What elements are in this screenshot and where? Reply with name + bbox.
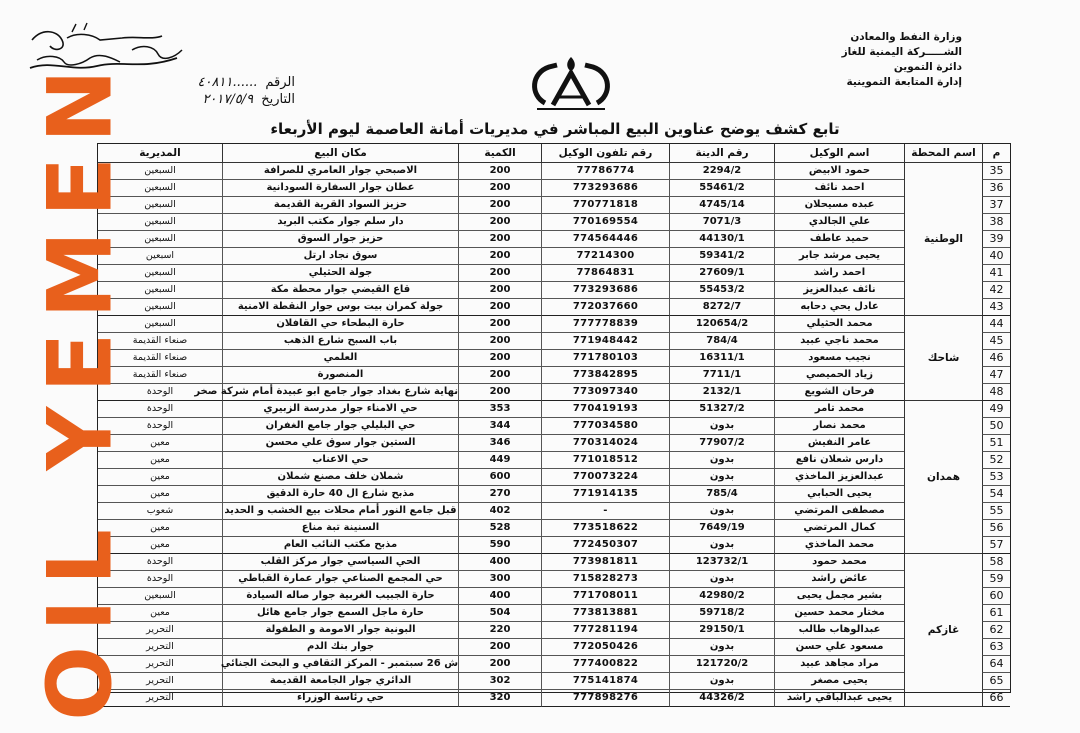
agent-phone: 770419193 bbox=[541, 401, 669, 418]
agent-name: محمد ناجي عبيد bbox=[774, 333, 904, 350]
card-number: 16311/1 bbox=[669, 350, 774, 367]
quantity: 600 bbox=[458, 469, 541, 486]
sale-place: دار سلم جوار مكتب البريد bbox=[222, 214, 458, 231]
table-row bbox=[98, 622, 904, 639]
agent-phone: 773842895 bbox=[541, 367, 669, 384]
table-row bbox=[98, 316, 904, 333]
watermark-text: OIL YEMEN bbox=[28, 55, 132, 721]
card-number: بدون bbox=[669, 537, 774, 554]
quantity: 449 bbox=[458, 452, 541, 469]
agent-name: نائف عبدالعزيز bbox=[774, 282, 904, 299]
ministry-header bbox=[762, 30, 962, 90]
quantity: 353 bbox=[458, 401, 541, 418]
row-number: 46 bbox=[982, 350, 1010, 367]
quantity: 200 bbox=[458, 282, 541, 299]
agent-phone: 772037660 bbox=[541, 299, 669, 316]
quantity: 300 bbox=[458, 571, 541, 588]
district: السبعين bbox=[98, 316, 222, 333]
card-number: 59718/2 bbox=[669, 605, 774, 622]
quantity: 200 bbox=[458, 163, 541, 180]
column-station bbox=[904, 144, 982, 692]
row-number: 59 bbox=[982, 571, 1010, 588]
row-number: 53 bbox=[982, 469, 1010, 486]
agent-phone: 773518622 bbox=[541, 520, 669, 537]
row-number: 37 bbox=[982, 197, 1010, 214]
agent-phone: 773293686 bbox=[541, 180, 669, 197]
quantity: 400 bbox=[458, 554, 541, 571]
company-logo-icon bbox=[525, 55, 617, 117]
district: معين bbox=[98, 435, 222, 452]
card-number: 121720/2 bbox=[669, 656, 774, 673]
card-number: بدون bbox=[669, 673, 774, 690]
agent-phone: 715828273 bbox=[541, 571, 669, 588]
district: السبعين bbox=[98, 588, 222, 605]
row-number: 45 bbox=[982, 333, 1010, 350]
agent-name: عائض راشد bbox=[774, 571, 904, 588]
header-row bbox=[98, 144, 904, 163]
agent-phone: 770169554 bbox=[541, 214, 669, 231]
card-number: 123732/1 bbox=[669, 554, 774, 571]
district: التحرير bbox=[98, 673, 222, 690]
quantity: 590 bbox=[458, 537, 541, 554]
agent-phone: 774564446 bbox=[541, 231, 669, 248]
column-details bbox=[98, 144, 904, 703]
sale-place: حزيز جوار السوق bbox=[222, 231, 458, 248]
quantity: 346 bbox=[458, 435, 541, 452]
quantity: 200 bbox=[458, 248, 541, 265]
row-number: 54 bbox=[982, 486, 1010, 503]
agent-name: نجيب مسعود bbox=[774, 350, 904, 367]
agent-phone: 770314024 bbox=[541, 435, 669, 452]
sale-place: قبل جامع النور أمام محلات بيع الخشب و الحديد bbox=[222, 503, 458, 520]
ministry-line: إدارة المتابعة التموينية bbox=[846, 76, 962, 88]
row-number: 56 bbox=[982, 520, 1010, 537]
table-row bbox=[98, 571, 904, 588]
row-number: 42 bbox=[982, 282, 1010, 299]
agent-name: فرحان الشويع bbox=[774, 384, 904, 401]
ref-label: الرقم bbox=[265, 75, 295, 90]
card-number: 27609/1 bbox=[669, 265, 774, 282]
district: الوحدة bbox=[98, 554, 222, 571]
row-number: 57 bbox=[982, 537, 1010, 554]
sale-place: حي البليلي جوار جامع الغفران bbox=[222, 418, 458, 435]
row-number: 47 bbox=[982, 367, 1010, 384]
agent-phone: 777400822 bbox=[541, 656, 669, 673]
quantity: 200 bbox=[458, 350, 541, 367]
table-row bbox=[98, 197, 904, 214]
sale-place: حي رئاسة الوزراء bbox=[222, 690, 458, 707]
table-row bbox=[98, 282, 904, 299]
agent-name: كمال المرتضي bbox=[774, 520, 904, 537]
row-number: 55 bbox=[982, 503, 1010, 520]
quantity: 344 bbox=[458, 418, 541, 435]
card-number: 7071/3 bbox=[669, 214, 774, 231]
header-station: اسم المحطة bbox=[904, 144, 982, 163]
table-row bbox=[98, 180, 904, 197]
agent-phone: 77864831 bbox=[541, 265, 669, 282]
quantity: 200 bbox=[458, 299, 541, 316]
quantity: 200 bbox=[458, 180, 541, 197]
agent-name: محمد تامر bbox=[774, 401, 904, 418]
sale-place: حي الامناء جوار مدرسة الزبيري bbox=[222, 401, 458, 418]
card-number: 785/4 bbox=[669, 486, 774, 503]
sale-place: السنينة تبة مناع bbox=[222, 520, 458, 537]
agent-phone: 772050426 bbox=[541, 639, 669, 656]
table-row bbox=[98, 639, 904, 656]
table-row bbox=[98, 588, 904, 605]
district: الوحدة bbox=[98, 571, 222, 588]
district: اسبعين bbox=[98, 248, 222, 265]
card-number: بدون bbox=[669, 452, 774, 469]
district: معين bbox=[98, 486, 222, 503]
district: معين bbox=[98, 469, 222, 486]
table-row bbox=[98, 333, 904, 350]
district: معين bbox=[98, 537, 222, 554]
header-place: مكان البيع bbox=[222, 144, 458, 163]
agent-phone: 777281194 bbox=[541, 622, 669, 639]
district: التحرير bbox=[98, 656, 222, 673]
row-number: 41 bbox=[982, 265, 1010, 282]
table-row bbox=[98, 452, 904, 469]
sale-place: الدائري جوار الجامعة القديمة bbox=[222, 673, 458, 690]
station-name: شاحك bbox=[904, 316, 982, 401]
quantity: 200 bbox=[458, 367, 541, 384]
sale-place: حي الاعناب bbox=[222, 452, 458, 469]
distribution-table bbox=[97, 143, 1011, 704]
quantity: 402 bbox=[458, 503, 541, 520]
table-row bbox=[98, 248, 904, 265]
sale-place: حارة ماجل السمع جوار جامع هائل bbox=[222, 605, 458, 622]
agent-name: دارس شعلان نافع bbox=[774, 452, 904, 469]
agent-name: حمود الابيض bbox=[774, 163, 904, 180]
table-row bbox=[98, 231, 904, 248]
card-number: 8272/7 bbox=[669, 299, 774, 316]
agent-phone: 773981811 bbox=[541, 554, 669, 571]
district: السبعين bbox=[98, 231, 222, 248]
sale-place: حي المجمع الصناعي جوار عمارة القباطي bbox=[222, 571, 458, 588]
quantity: 302 bbox=[458, 673, 541, 690]
header-agent: اسم الوكيل bbox=[774, 144, 904, 163]
ministry-line: دائرة التموين bbox=[893, 61, 962, 73]
agent-name: عبدالوهاب طالب bbox=[774, 622, 904, 639]
table-row bbox=[98, 163, 904, 180]
sale-place: الستين جوار سوق علي محسن bbox=[222, 435, 458, 452]
row-number: 61 bbox=[982, 605, 1010, 622]
sale-place: جوار بنك الدم bbox=[222, 639, 458, 656]
district: السبعين bbox=[98, 197, 222, 214]
row-number: 35 bbox=[982, 163, 1010, 180]
sale-place: مذبح مكتب النائب العام bbox=[222, 537, 458, 554]
district: صنعاء القديمة bbox=[98, 350, 222, 367]
quantity: 200 bbox=[458, 384, 541, 401]
table-row bbox=[98, 214, 904, 231]
header-district: المديرية bbox=[98, 144, 222, 163]
quantity: 200 bbox=[458, 265, 541, 282]
agent-phone: 772450307 bbox=[541, 537, 669, 554]
row-number: 48 bbox=[982, 384, 1010, 401]
column-number bbox=[982, 144, 1010, 704]
table-row bbox=[98, 656, 904, 673]
table-row bbox=[98, 554, 904, 571]
sale-place: باب السبح شارع الذهب bbox=[222, 333, 458, 350]
card-number: 55453/2 bbox=[669, 282, 774, 299]
quantity: 220 bbox=[458, 622, 541, 639]
row-number: 66 bbox=[982, 690, 1010, 707]
row-number: 39 bbox=[982, 231, 1010, 248]
sale-place: الحي السياسي جوار مركز القلب bbox=[222, 554, 458, 571]
row-number: 64 bbox=[982, 656, 1010, 673]
agent-phone: 770771818 bbox=[541, 197, 669, 214]
header-number: م bbox=[982, 144, 1010, 163]
agent-name: زياد الحميصي bbox=[774, 367, 904, 384]
header-phone: رقم تلفون الوكيل bbox=[541, 144, 669, 163]
card-number: 120654/2 bbox=[669, 316, 774, 333]
card-number: 59341/2 bbox=[669, 248, 774, 265]
table-row bbox=[98, 367, 904, 384]
row-number: 50 bbox=[982, 418, 1010, 435]
quantity: 528 bbox=[458, 520, 541, 537]
agent-name: يحيى الحبابي bbox=[774, 486, 904, 503]
agent-name: احمد راشد bbox=[774, 265, 904, 282]
agent-phone: 777034580 bbox=[541, 418, 669, 435]
quantity: 200 bbox=[458, 231, 541, 248]
row-number: 36 bbox=[982, 180, 1010, 197]
district: السبعين bbox=[98, 299, 222, 316]
district: معين bbox=[98, 452, 222, 469]
row-number: 52 bbox=[982, 452, 1010, 469]
agent-phone: 773293686 bbox=[541, 282, 669, 299]
card-number: بدون bbox=[669, 469, 774, 486]
agent-name: يحيى عبدالباقي راشد bbox=[774, 690, 904, 707]
agent-name: حميد عاطف bbox=[774, 231, 904, 248]
district: التحرير bbox=[98, 690, 222, 707]
district: معين bbox=[98, 605, 222, 622]
district: صنعاء القديمة bbox=[98, 333, 222, 350]
card-number: بدون bbox=[669, 418, 774, 435]
card-number: 51327/2 bbox=[669, 401, 774, 418]
district: معين bbox=[98, 520, 222, 537]
card-number: بدون bbox=[669, 503, 774, 520]
ref-value: ......٤٠٨١١ bbox=[197, 75, 258, 90]
row-number: 44 bbox=[982, 316, 1010, 333]
agent-name: محمد الماخذي bbox=[774, 537, 904, 554]
sale-place: نهاية شارع بغداد جوار جامع ابو عبيدة أمام شركة صخر bbox=[222, 384, 458, 401]
table-row bbox=[98, 435, 904, 452]
district: الوحدة bbox=[98, 401, 222, 418]
table-row bbox=[98, 350, 904, 367]
agent-name: مختار محمد حسين bbox=[774, 605, 904, 622]
ministry-line: الشـــــركة اليمنية للغاز bbox=[841, 46, 962, 58]
table-row bbox=[98, 418, 904, 435]
card-number: 77907/2 bbox=[669, 435, 774, 452]
sale-place: حارة الجبيب الغربية جوار صاله السيادة bbox=[222, 588, 458, 605]
table-row bbox=[98, 503, 904, 520]
agent-phone: 77214300 bbox=[541, 248, 669, 265]
card-number: 55461/2 bbox=[669, 180, 774, 197]
sale-place: قاع القيضي جوار محطة مكة bbox=[222, 282, 458, 299]
agent-phone: 771914135 bbox=[541, 486, 669, 503]
table-row bbox=[98, 401, 904, 418]
card-number: 44130/1 bbox=[669, 231, 774, 248]
agent-phone: 773097340 bbox=[541, 384, 669, 401]
station-name: الوطنية bbox=[904, 163, 982, 316]
agent-phone: 777898276 bbox=[541, 690, 669, 707]
agent-name: احمد نائف bbox=[774, 180, 904, 197]
row-number: 58 bbox=[982, 554, 1010, 571]
district: التحرير bbox=[98, 639, 222, 656]
card-number: 29150/1 bbox=[669, 622, 774, 639]
sale-place: سوق نجاد ارتل bbox=[222, 248, 458, 265]
quantity: 400 bbox=[458, 588, 541, 605]
agent-name: يحيى مرشد جابر bbox=[774, 248, 904, 265]
sale-place: المنصورة bbox=[222, 367, 458, 384]
sale-place: الاصبحي جوار العامري للصرافة bbox=[222, 163, 458, 180]
quantity: 200 bbox=[458, 639, 541, 656]
header-card: رقم الدينة bbox=[669, 144, 774, 163]
table-row bbox=[98, 520, 904, 537]
table-row bbox=[98, 469, 904, 486]
district: الوحدة bbox=[98, 384, 222, 401]
quantity: 200 bbox=[458, 656, 541, 673]
row-number: 49 bbox=[982, 401, 1010, 418]
agent-name: عامر النفيش bbox=[774, 435, 904, 452]
row-number: 63 bbox=[982, 639, 1010, 656]
quantity: 200 bbox=[458, 214, 541, 231]
district: السبعين bbox=[98, 214, 222, 231]
district: صنعاء القديمة bbox=[98, 367, 222, 384]
card-number: 2294/2 bbox=[669, 163, 774, 180]
quantity: 320 bbox=[458, 690, 541, 707]
card-number: 7711/1 bbox=[669, 367, 774, 384]
row-number: 43 bbox=[982, 299, 1010, 316]
row-number: 65 bbox=[982, 673, 1010, 690]
agent-name: عادل يحي دحابه bbox=[774, 299, 904, 316]
sale-place: العلمي bbox=[222, 350, 458, 367]
district: شعوب bbox=[98, 503, 222, 520]
agent-phone: - bbox=[541, 503, 669, 520]
sale-place: حارة البطحاء حي القافلان bbox=[222, 316, 458, 333]
agent-name: مصطفى المرتضي bbox=[774, 503, 904, 520]
quantity: 270 bbox=[458, 486, 541, 503]
sale-place: عطان جوار السفارة السودانية bbox=[222, 180, 458, 197]
agent-name: محمد الحثيلي bbox=[774, 316, 904, 333]
quantity: 504 bbox=[458, 605, 541, 622]
agent-phone: 770073224 bbox=[541, 469, 669, 486]
district: السبعين bbox=[98, 163, 222, 180]
header-quantity: الكمية bbox=[458, 144, 541, 163]
agent-name: يحيى مصغر bbox=[774, 673, 904, 690]
row-number: 40 bbox=[982, 248, 1010, 265]
table-row bbox=[98, 673, 904, 690]
sale-place: البونية جوار الامومة و الطفولة bbox=[222, 622, 458, 639]
agent-phone: 773813881 bbox=[541, 605, 669, 622]
station-name: غازكم bbox=[904, 554, 982, 707]
agent-name: مسعود علي حسن bbox=[774, 639, 904, 656]
agent-name: مراد مجاهد عبيد bbox=[774, 656, 904, 673]
district: السبعين bbox=[98, 282, 222, 299]
card-number: 44326/2 bbox=[669, 690, 774, 707]
ministry-line: وزارة النفط والمعادن bbox=[850, 31, 962, 43]
card-number: 4745/14 bbox=[669, 197, 774, 214]
date-label: التاريخ bbox=[261, 92, 295, 107]
district: السبعين bbox=[98, 265, 222, 282]
station-name: همدان bbox=[904, 401, 982, 554]
card-number: بدون bbox=[669, 571, 774, 588]
card-number: بدون bbox=[669, 639, 774, 656]
quantity: 200 bbox=[458, 197, 541, 214]
agent-name: محمد حمود bbox=[774, 554, 904, 571]
card-number: 2132/1 bbox=[669, 384, 774, 401]
district: السبعين bbox=[98, 180, 222, 197]
sale-place: ش 26 سبتمبر - المركز الثقافي و البحث الجنائي bbox=[222, 656, 458, 673]
date-value: ٢٠١٧/٥/٩ bbox=[202, 92, 254, 107]
sale-place: مذبح شارع ال 40 حارة الدقيق bbox=[222, 486, 458, 503]
agent-name: عبده مسيحلان bbox=[774, 197, 904, 214]
table-row bbox=[98, 265, 904, 282]
table-row bbox=[98, 384, 904, 401]
district: الوحدة bbox=[98, 418, 222, 435]
agent-name: بشير مجمل يحيى bbox=[774, 588, 904, 605]
agent-phone: 771948442 bbox=[541, 333, 669, 350]
table-row bbox=[98, 299, 904, 316]
agent-name: عبدالعزيز الماخذي bbox=[774, 469, 904, 486]
row-number: 38 bbox=[982, 214, 1010, 231]
card-number: 42980/2 bbox=[669, 588, 774, 605]
agent-name: محمد نصار bbox=[774, 418, 904, 435]
agent-phone: 777778839 bbox=[541, 316, 669, 333]
agent-phone: 77786774 bbox=[541, 163, 669, 180]
document-title: تابع كشف يوضح عناوين البيع المباشر في مديريات أمانة العاصمة ليوم الأربعاء bbox=[270, 120, 840, 138]
row-number: 62 bbox=[982, 622, 1010, 639]
card-number: 7649/19 bbox=[669, 520, 774, 537]
agent-phone: 771708011 bbox=[541, 588, 669, 605]
sale-place: جولة كمران بيت بوس جوار النقطة الامنية bbox=[222, 299, 458, 316]
sale-place: جولة الحثيلي bbox=[222, 265, 458, 282]
row-number: 51 bbox=[982, 435, 1010, 452]
sale-place: شملان خلف مصنع شملان bbox=[222, 469, 458, 486]
table-row bbox=[98, 537, 904, 554]
table-row bbox=[98, 486, 904, 503]
agent-phone: 771780103 bbox=[541, 350, 669, 367]
quantity: 200 bbox=[458, 333, 541, 350]
row-number: 60 bbox=[982, 588, 1010, 605]
sale-place: حزيز السواد القرية القديمة bbox=[222, 197, 458, 214]
agent-name: علي الجالدي bbox=[774, 214, 904, 231]
agent-phone: 771018512 bbox=[541, 452, 669, 469]
district: التحرير bbox=[98, 622, 222, 639]
agent-phone: 775141874 bbox=[541, 673, 669, 690]
card-number: 784/4 bbox=[669, 333, 774, 350]
quantity: 200 bbox=[458, 316, 541, 333]
table-row bbox=[98, 605, 904, 622]
table-row bbox=[98, 690, 904, 707]
